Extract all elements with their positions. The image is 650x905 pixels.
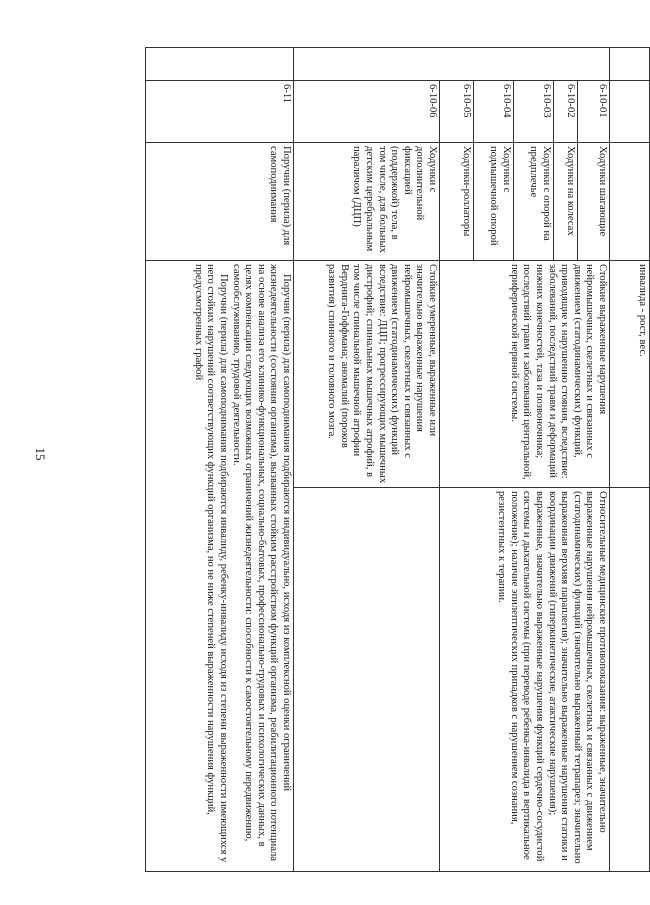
product-name: Ходунки на колесах bbox=[554, 143, 578, 261]
product-code: 6-10-06 bbox=[294, 81, 440, 143]
table-cell-empty bbox=[146, 48, 294, 81]
product-code: 6-10-04 bbox=[474, 81, 514, 143]
medical-indications: Стойкие выраженные нарушения нейромышечных, скелетных и связанных с движением (статодинамических) функций, приводящие к нарушению стояния, вследствие: заболеваний, последствий травм и деформаций нижних конечностей, таза и позвоночника; последствий травм и заболеваний центральной, периферической нервной системы. bbox=[440, 261, 610, 488]
rotated-table-wrapper bbox=[146, 47, 650, 871]
table-row bbox=[294, 48, 440, 872]
product-name: Ходунки с опорой на предплечье bbox=[514, 143, 554, 261]
table-cell-empty bbox=[610, 143, 650, 261]
table-cell-empty bbox=[294, 488, 440, 872]
selection-paragraph-1: Поручни (перила) для самоподнимания подбираются индивидуально, исходя из комплексной оценки ограничений жизнедеятельности (состояния организма), вызванных стойким расстройством функций организма, реабилитационного потенциала на основе анализа его клинико-функциональных, социально-бытовых, профессионально-трудовых и психологических данных, в целях компенсации следующих возможных ограничений жизнедеятельности: способности к самостоятельному передвижению, самообслуживанию, трудовой деятельности. bbox=[230, 264, 292, 861]
product-name: Поручни (перила) для самоподнимания bbox=[146, 143, 294, 261]
product-code: 6-10-05 bbox=[440, 81, 474, 143]
table-cell-empty bbox=[294, 48, 610, 81]
table-cell-empty bbox=[610, 488, 650, 872]
product-name: Ходунки шагающие bbox=[578, 143, 610, 261]
table-cell-empty bbox=[610, 81, 650, 143]
selection-notes bbox=[146, 261, 294, 872]
table-cell-empty bbox=[610, 48, 650, 81]
product-name: Ходунки с подмышечной опорой bbox=[474, 143, 514, 261]
product-code: 6-11 bbox=[146, 81, 294, 143]
rehab-means-table bbox=[145, 47, 650, 872]
medical-indications: Стойкие умеренные, выраженные или значительно выраженные нарушения нейромышечных, скелетных и связанных с движением (статодинамических) функций вследствие: ДЦП; прогрессирующих мышечных дистрофий; спинальных мышечных атрофий, в том числе спинальной мышечной атрофии Верднига-Гоффмана; аномалий (пороков развития) спинного и головного мозга. bbox=[294, 261, 440, 488]
product-code: 6-10-01 bbox=[578, 81, 610, 143]
product-code: 6-10-02 bbox=[554, 81, 578, 143]
product-name: Ходунки с дополнительной фиксацией (поддержкой) тела, в том числе, для больных детским церебральным параличом (ДЦП) bbox=[294, 143, 440, 261]
table-row bbox=[610, 48, 650, 872]
product-name: Ходунки-роллаторы bbox=[440, 143, 474, 261]
page-number: 15 bbox=[33, 447, 48, 461]
table-cell-continuation: инвалида - рост, вес. bbox=[610, 261, 650, 488]
table-row bbox=[146, 48, 294, 872]
medical-contraindications: Относительные медицинские противопоказания: выраженные, значительно выраженные нарушения нейромышечных, скелетных и связанных с движением (статодинамических) функций (значительно выраженный тетрапарез; значительно выраженная верхняя параплегия); значительно выраженные нарушения статики и координации движений (гиперкинетические, атактические нарушения); выраженные, значительно выраженные нарушения функций сердечно-сосудистой системы и дыхательной системы (при переводе ребенка-инвалида в вертикальное положение); наличие эпилептических припадков с нарушением сознания, резистентных к терапии. bbox=[440, 488, 610, 872]
selection-paragraph-2: Поручни (перила) для самоподнимания подбираются инвалиду, ребенку-инвалиду исходя из степени выраженности имеющихся у него стойких нарушений соответствующих функций организма, но не ниже степеней выраженности нарушения функций, предусмотренных графой bbox=[192, 264, 230, 863]
table-row bbox=[578, 48, 610, 872]
product-code: 6-10-03 bbox=[514, 81, 554, 143]
